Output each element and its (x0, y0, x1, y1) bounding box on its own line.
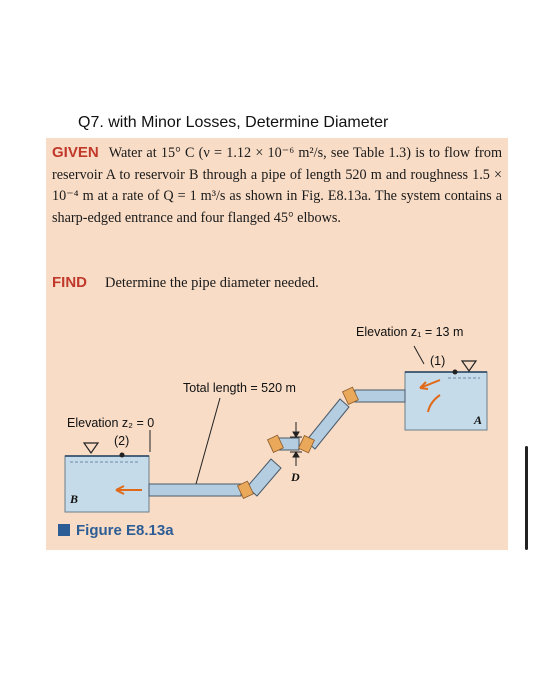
given-text: Water at 15° C (ν = 1.12 × 10⁻⁶ m²/s, see Table 1.3) is to flow from reservoir A to reservoir B through a pipe of length 520 m and roughness 1.5 × 10⁻⁴ m at a rate of Q = 1 m³/s as shown in Fig. E8.13a. The system contains a sharp-edged entrance and four flanged 45° elbows. (52, 145, 502, 226)
reservoir-b-label: B (70, 492, 79, 506)
figure-caption-text: Figure E8.13a (76, 522, 174, 539)
surface-marker-1 (462, 361, 476, 371)
point-2-dot (120, 453, 125, 458)
elevation-b-label: Elevation z₂ = 0 (67, 416, 155, 430)
elevation-a-label: Elevation z₁ = 13 m (356, 325, 464, 339)
total-length-label: Total length = 520 m (183, 381, 296, 395)
given-label: GIVEN (52, 144, 99, 161)
question-title: Q7. with Minor Losses, Determine Diameter (78, 114, 389, 131)
find-label: FIND (52, 274, 87, 291)
reservoir-a-label: A (474, 413, 483, 427)
elev-a-leader (414, 346, 424, 364)
diameter-label: D (291, 470, 300, 484)
length-leader (196, 398, 220, 484)
surface-marker-2 (84, 443, 98, 453)
scrollbar[interactable] (525, 446, 528, 550)
find-text: Determine the pipe diameter needed. (105, 275, 319, 291)
figure-caption (58, 522, 174, 539)
point-1-label: (1) (430, 354, 446, 368)
point-2-label: (2) (114, 434, 130, 448)
point-1-dot (453, 370, 458, 375)
caption-square-icon (58, 524, 70, 536)
